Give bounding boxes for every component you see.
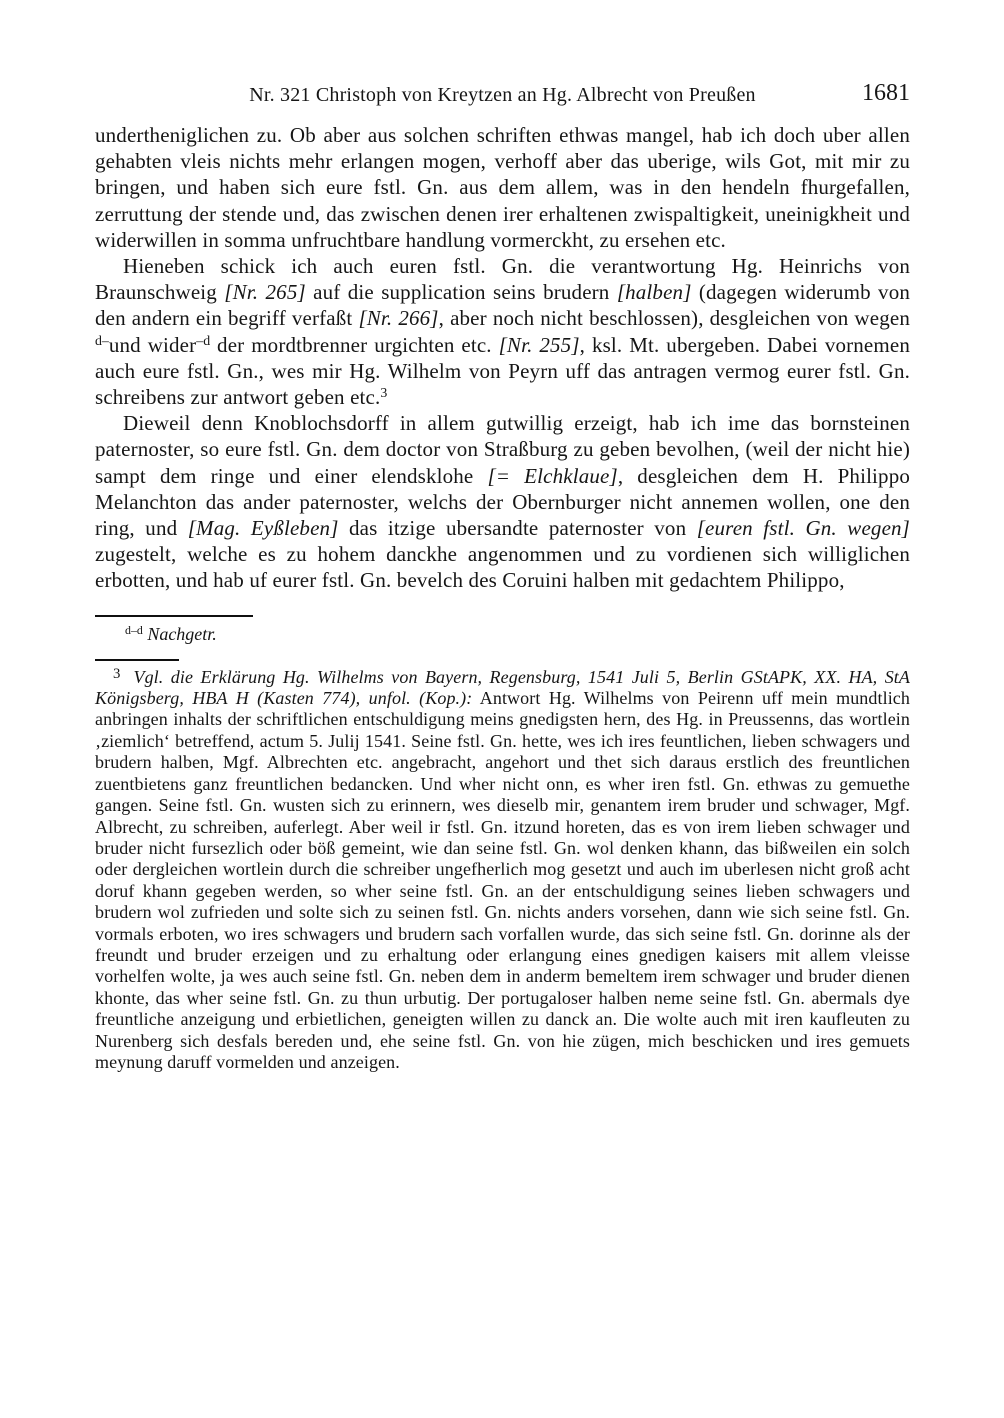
text-segment: auf die supplication seins brudern <box>305 280 617 305</box>
text-segment: Dieweil denn Knoblochsdorff in allem gutwillig erzeigt, hab ich ime das bornsteinen paternoster, so eure fstl. Gn. dem doctor von Straßburg zu geben bevolhen, (weil der nicht hie) sampt dem ringe und einer elendsklohe <box>95 411 910 488</box>
text-segment: d–d <box>125 622 143 637</box>
footnote-number: 3 <box>113 665 121 682</box>
text-segment: –d <box>196 332 211 348</box>
text-segment: [Nr. 266] <box>358 306 439 331</box>
footnote-divider <box>95 659 179 661</box>
text-segment: zugestelt, welche es zu hohem danckhe angenommen und zu vordienen sich williglichen erbotten, und hab uf eurer fstl. Gn. bevelch des Coruini halben mit gedachtem Philippo, <box>95 542 910 593</box>
text-segment: , aber noch nicht beschlossen), desgleichen von wegen <box>438 306 910 331</box>
footnote <box>95 667 910 1074</box>
body-paragraph <box>95 253 910 410</box>
text-segment: (dagegen widerumb von den andern ein begriff verfaßt <box>95 280 911 331</box>
text-segment: Nachgetr. <box>147 623 217 644</box>
text-segment: d– <box>95 332 109 348</box>
text-segment: das itzige ubersandte paternoster von <box>338 516 697 541</box>
text-segment: , desgleichen dem H. Philippo Melanchton das ander paternoster, welchs der Obernburger nicht annemen wollen, one den ring, und <box>95 463 910 541</box>
page-number: 1681 <box>862 80 910 106</box>
variant-apparatus-divider <box>95 615 253 617</box>
text-segment: , ksl. Mt. ubergeben. Dabei vornemen auch eure fstl. Gn., wes mir Hg. Wilhelm von Peyrn uff das antragen vermog eurer fstl. Gn. schreibens zur antwort geben etc. <box>95 332 910 410</box>
body-paragraph <box>95 410 910 593</box>
text-segment: [Mag. Eyßleben] <box>187 516 339 541</box>
text-segment: [Nr. 265] <box>224 280 306 305</box>
text-segment: [euren fstl. Gn. wegen] <box>696 516 911 541</box>
footnote-text <box>95 667 910 1072</box>
text-segment: Vgl. die Erklärung Hg. Wilhelms von Bayern, Regensburg, 1541 Juli 5, Berlin GStAPK, XX. HA, StA Königsberg, HBA H (Kasten 774), unfol. (Kop.): <box>95 666 910 709</box>
running-head-title: Nr. 321 Christoph von Kreytzen an Hg. Albrecht von Preußen <box>249 84 756 106</box>
running-head <box>95 82 910 108</box>
variant-note <box>95 623 910 645</box>
text-segment: 3 <box>380 385 388 401</box>
text-segment: [= Elchklaue] <box>487 463 618 488</box>
letter-body <box>95 122 910 594</box>
text-segment: der mordtbrenner urgichten etc. <box>210 332 499 357</box>
text-segment: undertheniglichen zu. Ob aber aus solchen schriften ethwas mangel, hab ich doch uber allen gehabten vleis nichts mehr erlangen mogen, verhoff aber das uberige, wils Got, mit mir zu bringen, und haben sich eure fstl. Gn. aus dem allem, was in den hendeln fhurgefallen, zerruttung der stende und, das zwischen denen irer erhaltenen zwispaltigkeit, uneinigkheit und widerwillen in somma unfruchtbare handlung vormerckht, zu ersehen etc. <box>95 123 910 252</box>
text-segment: [halben] <box>616 280 692 305</box>
body-paragraph <box>95 122 910 253</box>
text-segment: Antwort Hg. Wilhelms von Peirenn uff mein mundtlich anbringen inhalts der schriftlichen entschuldigung meins gnedigsten hern, des Hg. in Preussenns, das wortlein ‚ziemlich‘ betreffend, actum 5. Julij 1541. Seine fstl. Gn. hette, wes ich ires feuntlichen, lieben schwagers und brudern halben, Mgf. Albrechten etc. angebracht, angehort und thet sich daraus erstlich des freuntlichen zuentbietens ganz freuntlichen bedancken. Und wher nicht onn, es wher iren fstl. Gn. ethwas zu gemuethe gangen. Seine fstl. Gn. wusten sich zu erinnern, wes dieselb mir, genantem irem bruder und schwager, Mgf. Albrecht, zu schreiben, auferlegt. Aber weil ir fstl. Gn. itzund horeten, das es von irem lieben schwager und bruder nicht fursezlich oder böß gemeint, wie dan seine fstl. Gn. wol denken khann, das bißweilen ein solch oder dergleichen wortlein durch die schreiber ungefherlich mog gesetzt und auch im uberlesen nicht groß acht doruf khann gegeben werden, so wher seine fstl. Gn. an der entschuldigung seines lieben schwagers und brudern wol zufrieden und solte sich zu seinen fstl. Gn. nichts anders vorsehen, dann wie sich seine fstl. Gn. vormals erboten, wo ires schwagers und brudern sach vorfallen wurde, das sich seine fstl. Gn. dorinne als der freundt und bruder erzeigen und zu erhaltung oder erlangung eines gnedigen kaisers mit allem vleisse vorhelfen wolte, ja wes auch seine fstl. Gn. neben dem in anderm bemeltem irem schwager und bruder dienen khonte, das wher seine fstl. Gn. zu thun urbutig. Der portugaloser halben neme seine fstl. Gn. abermals dye freuntliche anzeigung und erbietlichen, geneigten willen zu danck an. Die wolte auch mit iren kaufleuten zu Nurenberg sich desfals bereden und, ehe seine fstl. Gn. von hie zügen, mich beschicken und ires gemuets meynung daruff vormelden und anzeigen. <box>95 688 910 1072</box>
text-segment: und wider <box>108 332 197 357</box>
text-segment: Hieneben schick ich auch euren fstl. Gn. die verantwortung Hg. Heinrichs von Braunschweig <box>95 254 910 305</box>
text-segment: [Nr. 255] <box>498 332 580 357</box>
critical-apparatus <box>95 615 910 1074</box>
